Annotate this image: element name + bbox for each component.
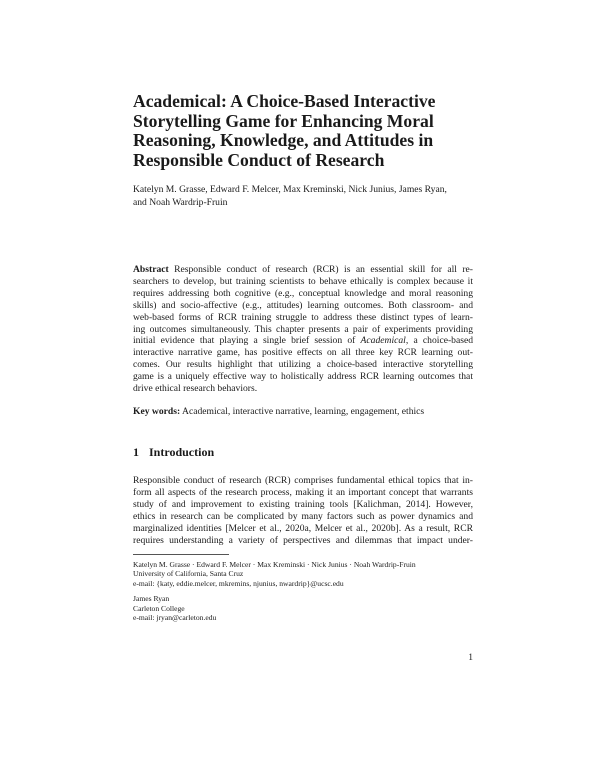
abstract-line: interactive narrative game, has positive effects on all three key RCR learning out-: [133, 347, 473, 359]
abstract-line: ing outcomes simultaneously. This chapter presents a pair of experiments providing: [133, 323, 473, 335]
footnote-line: James Ryan: [133, 594, 170, 604]
title-line: Academical: A Choice-Based Interactive: [133, 91, 436, 111]
footnote-line: e-mail: jryan@carleton.edu: [133, 613, 217, 623]
page-number: 1: [468, 652, 473, 663]
keywords-label: Key words:: [133, 406, 181, 417]
abstract: [133, 264, 473, 395]
footnote-line: e-mail: {katy, eddie.melcer, mkremins, njunius, nwardrip}@ucsc.edu: [133, 578, 344, 588]
abstract-text: initial evidence that playing a single brief session of: [133, 335, 361, 347]
footnote-divider: [133, 554, 229, 555]
abstract-line: skills) and socio-affective (e.g., attitudes) learning outcomes. Both classroom- and: [133, 299, 473, 311]
abstract-line: drive ethical research behaviors.: [133, 383, 258, 395]
abstract-line: game is a uniquely effective way to holistically address RCR learning outcomes that: [133, 371, 473, 383]
author-line: Katelyn M. Grasse, Edward F. Melcer, Max Kreminski, Nick Junius, James Ryan,: [133, 184, 447, 195]
body-line: form all aspects of the research process, making it an important concept that warrants: [133, 486, 473, 498]
author-list: [133, 183, 473, 209]
title-line: Responsible Conduct of Research: [133, 149, 385, 170]
title-line: Storytelling Game for Enhancing Moral: [133, 110, 434, 131]
section-heading: [133, 445, 473, 459]
footnote-line: Katelyn M. Grasse · Edward F. Melcer · Max Kreminski · Nick Junius · Noah Wardrip-Fruin: [133, 560, 416, 569]
abstract-text: , a choice-based: [405, 335, 473, 347]
keywords-text: Academical, interactive narrative, learning, engagement, ethics: [180, 406, 425, 417]
footnote-line: Carleton College: [133, 603, 185, 613]
paper-title: [133, 92, 473, 170]
body-line: ethics in research can be complicated by many factors such as power dynamics and: [133, 510, 473, 522]
abstract-text: Responsible conduct of research (RCR) is an essential skill for all re-: [168, 264, 473, 275]
abstract-line: [133, 335, 473, 347]
abstract-line: comes. Our results highlight that utilizing a choice-based interactive storytelling: [133, 359, 473, 371]
keywords: [133, 406, 473, 418]
body-line: study of and improvement to existing training tools [Kalichman, 2014]. However,: [133, 498, 473, 510]
title-line: Reasoning, Knowledge, and Attitudes in: [133, 130, 434, 151]
section-number: 1: [133, 445, 139, 459]
author-line: and Noah Wardrip-Fruin: [133, 197, 228, 208]
abstract-line: [133, 264, 473, 276]
affiliation-carleton: [133, 594, 493, 622]
body-line: requires understanding a variety of perspectives and dilemmas that impact under-: [133, 534, 473, 546]
abstract-line: requires addressing both cognitive (e.g., conceptual knowledge and moral reasoning: [133, 287, 473, 299]
game-title-italic: Academical: [360, 335, 406, 347]
abstract-label: Abstract: [133, 264, 169, 275]
body-line: marginalized identities [Melcer et al., 2020a, Melcer et al., 2020b]. As a result, RCR: [133, 522, 473, 534]
footnote-line: University of California, Santa Cruz: [133, 569, 244, 579]
abstract-line: web-based forms of RCR training struggle to address these distinct types of learn-: [133, 311, 473, 323]
intro-paragraph: [133, 475, 473, 546]
affiliation-footnotes: [133, 560, 493, 628]
affiliation-ucsc: [133, 560, 493, 588]
body-line: Responsible conduct of research (RCR) comprises fundamental ethical topics that in-: [133, 475, 473, 486]
abstract-line: searchers to develop, but training scientists to behave ethically is complex because it: [133, 275, 473, 287]
section-title: Introduction: [149, 445, 215, 459]
